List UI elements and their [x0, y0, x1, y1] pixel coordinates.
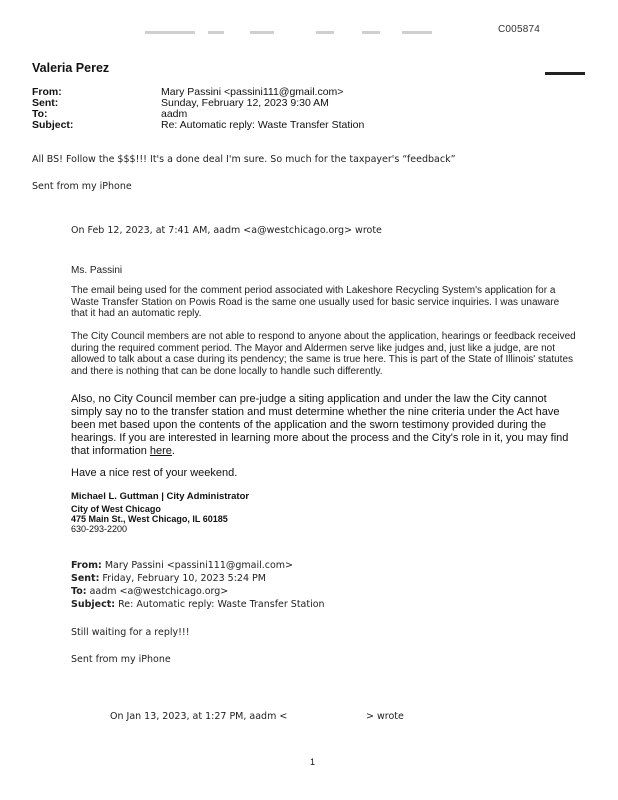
reply-text: All BS! Follow the $$$!!! It's a done deal I'm sure. So much for the taxpayer's “feedback” [32, 154, 456, 165]
on-wrote-line-2-start: On Jan 13, 2023, at 1:27 PM, aadm < [110, 711, 288, 722]
from-value: Mary Passini <passini111@gmail.com> [161, 86, 344, 98]
signature-address: 475 Main St., West Chicago, IL 60185 [71, 514, 228, 524]
page-number: 1 [310, 757, 316, 767]
signature-phone: 630-293-2200 [71, 524, 128, 534]
here-link[interactable]: here [149, 445, 172, 457]
sent-from-iphone: Sent from my iPhone [32, 181, 132, 192]
from-label: From: [32, 86, 62, 98]
quoted-sent: Sent: Friday, February 10, 2023 5:24 PM [71, 573, 266, 584]
paragraph-3 [71, 393, 578, 458]
on-wrote-line-2-end: > wrote [366, 711, 404, 722]
header-mark [208, 31, 224, 34]
sent-from-iphone-2: Sent from my iPhone [71, 654, 171, 665]
to-value: aadm [161, 108, 188, 120]
signature-city: City of West Chicago [71, 504, 161, 514]
paragraph-1: The email being used for the comment period associated with Lakeshore Recycling System's application for a Waste Transfer Station on Powis Road is the same one usually used for basic service inquiries. I was unaware that it had an automatic reply. [71, 285, 560, 319]
closing: Have a nice rest of your weekend. [71, 467, 238, 479]
signature-name: Michael L. Guttman | City Administrator [71, 491, 250, 502]
still-waiting: Still waiting for a reply!!! [71, 627, 190, 638]
subject-label: Subject: [32, 119, 74, 131]
header-mark [145, 31, 195, 34]
paragraph-3-text: Also, no City Council member can pre-judge a siting application and under the law the City cannot simply say no to the transfer station and must determine whether the nine criteria under the Act have been met based upon the contents of the application and the sworn testimony provided during the hearings. If you are interested in learning more about the process and the City's role in it, you may find that information [71, 393, 569, 457]
quoted-from: From: Mary Passini <passini111@gmail.com> [71, 560, 294, 571]
quoted-to: To: aadm <a@westchicago.org> [71, 586, 229, 597]
header-mark [316, 31, 334, 34]
paragraph-3-end: . [171, 445, 175, 457]
paragraph-2: The City Council members are not able to respond to anyone about the application, hearings or feedback received during the required comment period. The Mayor and Aldermen serve like judges and, just like a judge, are not allowed to talk about a case during its pendency; the same is true here. This is part of the State of Illinois' statutes and there is nothing that can be done locally to handle such differently. [71, 331, 576, 377]
header-mark [402, 31, 432, 34]
sent-label: Sent: [32, 97, 59, 109]
sender-name: Valeria Perez [32, 61, 110, 75]
sent-value: Sunday, February 12, 2023 9:30 AM [161, 97, 329, 109]
divider [545, 72, 585, 75]
on-wrote-line: On Feb 12, 2023, at 7:41 AM, aadm <a@westchicago.org> wrote [71, 225, 382, 236]
document-id: C005874 [498, 24, 540, 35]
header-mark [362, 31, 380, 34]
quoted-subject: Subject: Re: Automatic reply: Waste Transfer Station [71, 599, 325, 610]
to-label: To: [32, 108, 48, 120]
greeting: Ms. Passini [71, 265, 123, 276]
header-mark [250, 31, 274, 34]
subject-value: Re: Automatic reply: Waste Transfer Station [161, 119, 365, 131]
